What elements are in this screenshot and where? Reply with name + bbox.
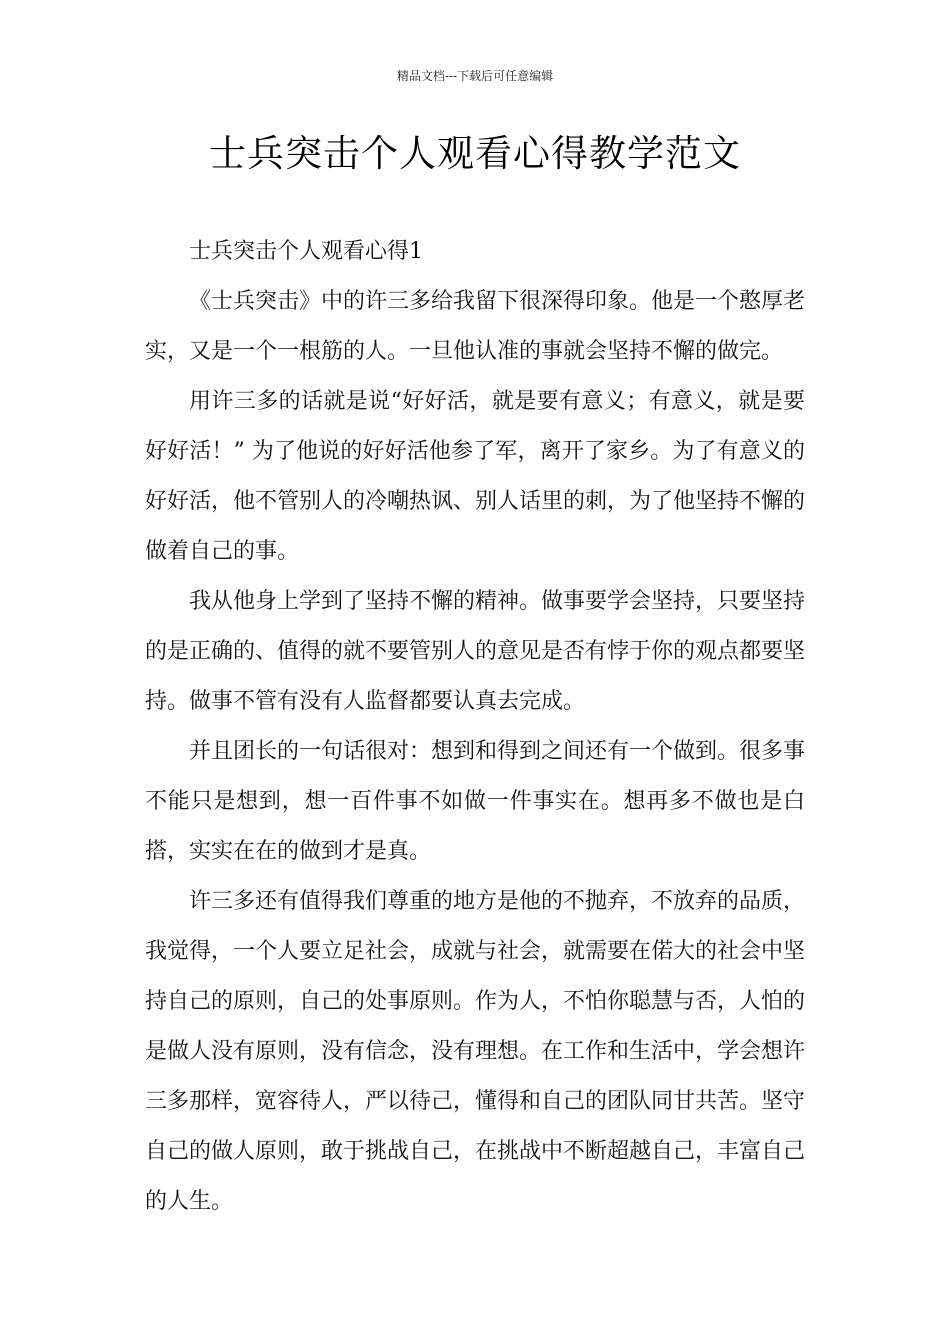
paragraph: 我从他身上学到了坚持不懈的精神。做事要学会坚持，只要坚持的是正确的、值得的就不要管别人的意见是否有悖于你的观点都要坚持。做事不管有没有人监督都要认真去完成。: [145, 589, 806, 714]
paragraph: 许三多还有值得我们尊重的地方是他的不抛弃，不放弃的品质，我觉得，一个人要立足社会，成就与社会，就需要在偌大的社会中坚持自己的原则，自己的处事原则。作为人，不怕你聪慧与否，人怕的是做人没有原则，没有信念，没有理想。在工作和生活中，学会想许三多那样，宽容待人，严以待己，懂得和自己的团队同甘共苦。坚守自己的做人原则，敢于挑战自己，在挑战中不断超越自己，丰富自己的人生。: [145, 889, 806, 1214]
paragraph: 用许三多的话就是说“好好活，就是要有意义；有意义，就是要好好活！” 为了他说的好好活他参了军，离开了家乡。为了有意义的好好活，他不管别人的冷嘲热讽、别人话里的刺，为了他坚持不懈的做着自己的事。: [145, 389, 806, 564]
document-title: 士兵突击个人观看心得教学范文: [209, 132, 741, 175]
paragraph: 《士兵突击》中的许三多给我留下很深得印象。他是一个憨厚老实，又是一个一根筋的人。一旦他认准的事就会坚持不懈的做完。: [145, 289, 806, 364]
document-body: [145, 227, 805, 1227]
paragraph: 并且团长的一句话很对：想到和得到之间还有一个做到。很多事不能只是想到，想一百件事不如做一件事实在。想再多不做也是白搭，实实在在的做到才是真。: [145, 739, 806, 864]
section-heading: 士兵突击个人观看心得1: [189, 239, 423, 264]
page-header: 精品文档---下载后可任意编辑: [396, 69, 554, 83]
